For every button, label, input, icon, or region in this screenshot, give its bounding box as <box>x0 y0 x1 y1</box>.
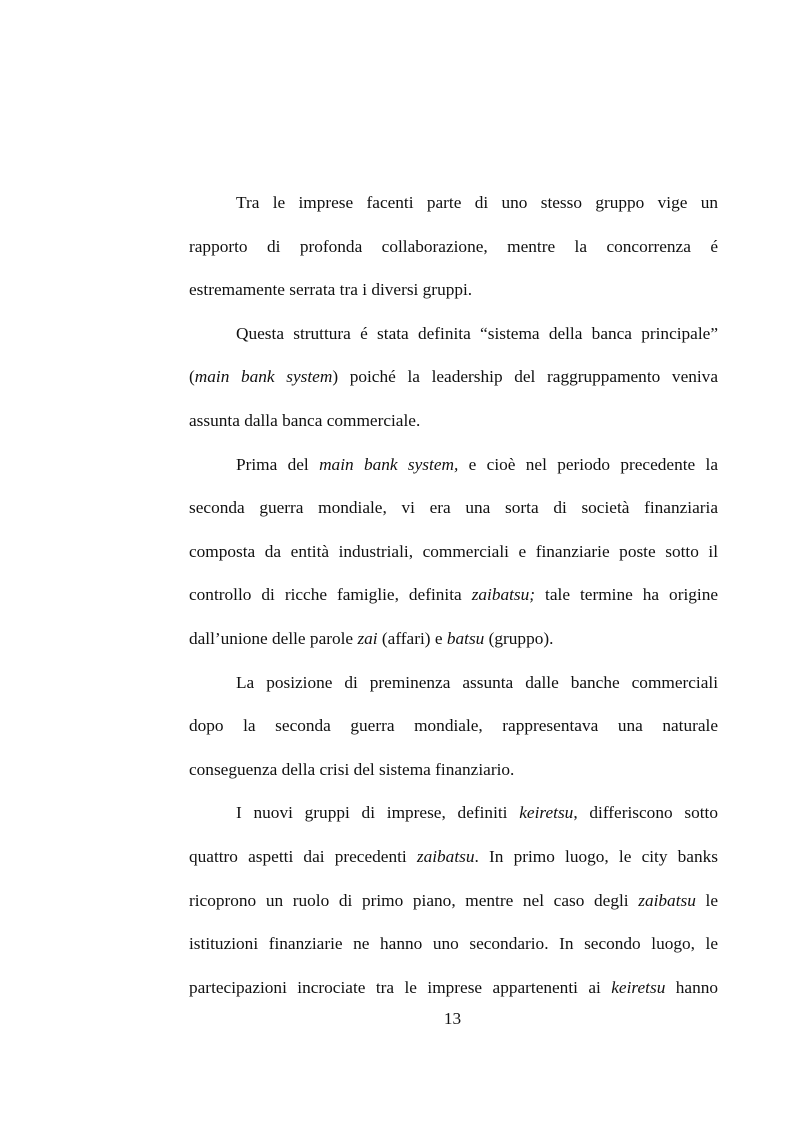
text-line <box>189 486 718 530</box>
text-line <box>189 966 718 1010</box>
text-run: La posizione di preminenza assunta dalle banche commerciali <box>236 672 718 692</box>
text-line <box>189 225 718 269</box>
text-line <box>189 355 718 399</box>
text-run: estremamente serrata tra i diversi gruppi. <box>189 280 473 300</box>
text-line <box>189 268 718 312</box>
italic-term: batsu <box>446 628 485 648</box>
text-line <box>189 791 718 835</box>
text-run: assunta dalla banca commerciale. <box>189 410 421 430</box>
text-run: (affari) e <box>377 628 447 648</box>
text-line <box>189 443 718 487</box>
text-run: controllo di ricche famiglie, definita <box>189 585 472 605</box>
italic-term: zaibatsu <box>416 846 475 866</box>
text-run: istituzioni finanziarie ne hanno uno secondario. In secondo luogo, le <box>189 934 718 954</box>
italic-term: keiretsu <box>519 803 574 823</box>
italic-term: main bank system <box>194 367 333 387</box>
text-line <box>189 312 718 356</box>
text-run: ( <box>189 367 195 387</box>
text-run: conseguenza della crisi del sistema finanziario. <box>189 759 515 779</box>
italic-term: zaibatsu; <box>471 585 536 605</box>
text-run: Tra le imprese facenti parte di uno stesso gruppo vige un <box>236 193 718 212</box>
text-line <box>189 530 718 574</box>
text-line <box>189 399 718 443</box>
page-number: 13 <box>443 1009 462 1028</box>
text-run: ) poiché la leadership del raggruppamento veniva <box>332 367 718 387</box>
text-run: composta da entità industriali, commerciali e finanziarie poste sotto il <box>189 541 718 561</box>
text-run: Questa struttura é stata definita “sistema della banca principale” <box>236 323 718 343</box>
text-run: seconda guerra mondiale, vi era una sorta di società finanziaria <box>189 498 718 518</box>
text-run: ricoprono un ruolo di primo piano, mentre nel caso degli <box>189 890 639 910</box>
text-line <box>189 879 718 923</box>
text-line <box>189 661 718 705</box>
italic-term: keiretsu <box>611 977 666 997</box>
text-run: le <box>695 890 718 910</box>
italic-term: zaibatsu <box>638 890 696 910</box>
text-line <box>189 617 718 661</box>
text-run: quattro aspetti dai precedenti <box>189 846 417 866</box>
text-run: partecipazioni incrociate tra le imprese appartenenti ai <box>189 977 612 997</box>
text-run: tale termine ha origine <box>535 585 719 605</box>
text-run: Prima del <box>236 454 320 474</box>
text-line <box>189 922 718 966</box>
text-run: rapporto di profonda collaborazione, mentre la concorrenza é <box>189 236 718 256</box>
text-run: e cioè nel periodo precedente la <box>458 454 718 474</box>
text-line <box>189 835 718 879</box>
text-run: , differiscono sotto <box>573 803 718 823</box>
text-line <box>189 181 718 225</box>
text-run: dopo la seconda guerra mondiale, rappresentava una naturale <box>189 716 718 736</box>
text-line <box>189 704 718 748</box>
italic-term: zai <box>357 628 378 648</box>
text-line <box>189 573 718 617</box>
text-run: I nuovi gruppi di imprese, definiti <box>236 803 520 823</box>
text-run: hanno <box>665 977 719 997</box>
text-line <box>189 748 718 792</box>
text-run: dall’unione delle parole <box>189 628 358 648</box>
body-text <box>189 181 718 1009</box>
text-run: (gruppo). <box>484 628 554 648</box>
text-run: . In primo luogo, le city banks <box>474 846 718 866</box>
italic-term: main bank system, <box>319 454 459 474</box>
